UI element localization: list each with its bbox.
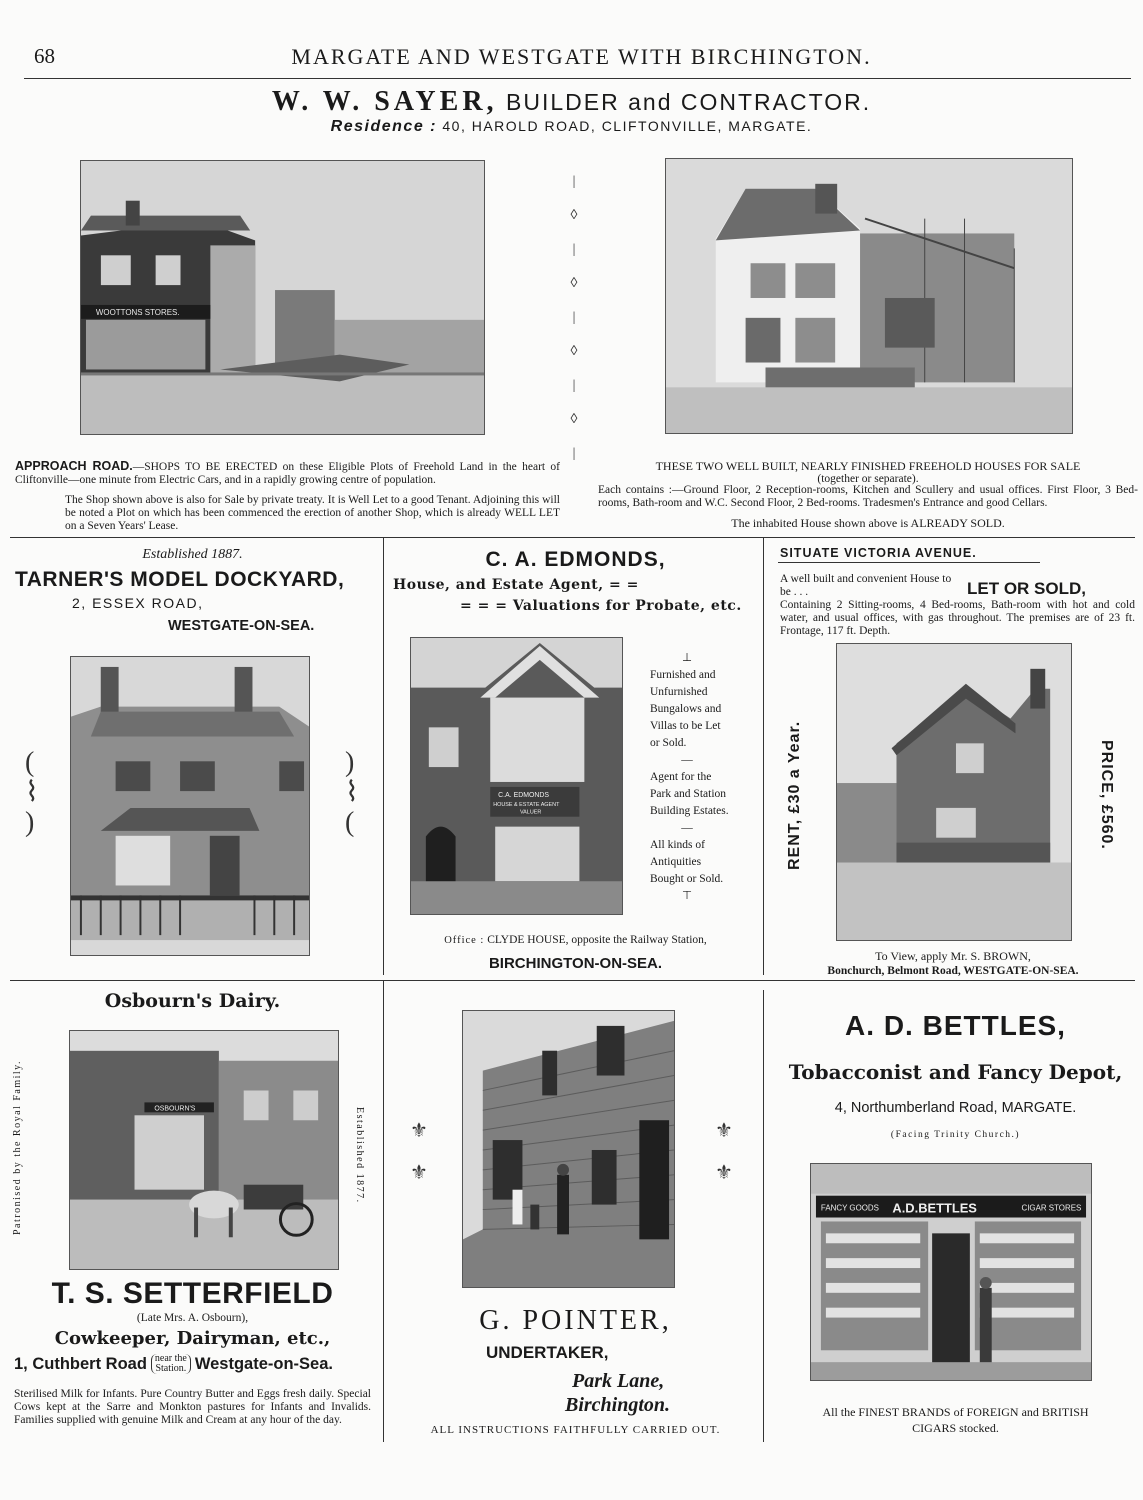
pointer-address-1: Park Lane, [572,1370,665,1392]
victoria-view-2: Bonchurch, Belmont Road, WESTGATE-ON-SEA. [827,965,1079,977]
sayer-shop-sign: WOOTTONS STORES. [95,307,180,317]
edmonds-office-address: CLYDE HOUSE, opposite the Railway Station, [487,934,707,946]
sayer-left-caption [15,460,560,487]
pointer-name: G. POINTER, [479,1305,672,1336]
edmonds-side-dash-2: — [681,822,693,834]
bettles-shop-photo [810,1163,1092,1381]
pointer-house-photo [462,1010,675,1288]
edmonds-side-ornament-top: ⊥ [681,652,693,664]
setterfield-late: (Late Mrs. A. Osbourn), [136,1312,249,1324]
edmonds-name: C. A. EDMONDS, [485,548,666,571]
edmonds-town: BIRCHINGTON-ON-SEA. [488,955,663,972]
tarner-town: WESTGATE-ON-SEA. [168,618,315,634]
sayer-heading [0,86,1143,118]
edmonds-line1: House, and Estate Agent, = = [393,577,639,593]
pointer-left-ornament: ⚜ ⚜ [410,1120,428,1184]
sayer-shops-photo [80,160,485,435]
sayer-trade: BUILDER and CONTRACTOR. [506,89,872,115]
sayer-divider-ornament: | ◊ | ◊ | ◊ | ◊ | [570,174,578,461]
tarner-house-photo [70,656,310,956]
victoria-heading: SITUATE VICTORIA AVENUE. [780,546,977,560]
victoria-details: Containing 2 Sitting-rooms, 4 Bed-rooms, Bath-room with hot and cold water, and usual offices, with gas throughout. The premises are of 23 ft. Frontage, 117 ft. Depth. [780,599,1135,637]
setterfield-shop-sign: OSBOURN'S [154,1105,196,1113]
edmonds-office-label: Office : [444,935,485,946]
column-rule-2 [763,537,764,975]
sayer-residence [0,118,1143,136]
sayer-right-caption-2: (together or separate). [817,473,919,485]
section-rule-2 [10,980,1135,981]
edmonds-side-3: All kinds of Antiquities Bought or Sold. [650,839,724,885]
setterfield-blurb: Sterilised Milk for Infants. Pure Country Butter and Eggs fresh daily. Special Cows kept at the Sarre and Monkton pastures for Infants and Invalids. Families supplied with genuine Milk and Cream at any hour of the day. [14,1388,371,1426]
sayer-right-caption-1: THESE TWO WELL BUILT, NEARLY FINISHED FREEHOLD HOUSES FOR SALE [655,459,1081,473]
setterfield-near-station [151,1354,191,1374]
bettles-sign-left: FANCY GOODS [820,1203,879,1213]
column-rule-1 [383,537,384,975]
pointer-address-2: Birchington. [565,1394,671,1416]
setterfield-dairy: Osbourn's Dairy. [104,990,281,1012]
tarner-right-ornament: ) ⌇ ( [345,747,359,838]
edmonds-side-ornament-bottom: ⊤ [681,890,693,902]
bettles-sign-mid: A.D.BETTLES [892,1200,977,1216]
victoria-view-1: To View, apply Mr. S. BROWN, [875,949,1031,963]
pointer-footer: ALL INSTRUCTIONS FAITHFULLY CARRIED OUT. [430,1424,721,1436]
setterfield-addr-b: Westgate-on-Sea. [194,1354,333,1373]
setterfield-dairy-photo [69,1030,339,1270]
page-title: MARGATE AND WESTGATE WITH BIRCHINGTON. [291,44,872,69]
tarner-left-ornament: ( ⌇ ) [25,747,39,838]
sayer-left-caption-1: —SHOPS TO BE ERECTED on these Eligible Plots of Freehold Land in the heart of Cliftonville—one minute from Electric Cars, and in a rapidly growing centre of population. [15,461,560,486]
victoria-house-photo [836,643,1072,941]
edmonds-office [388,934,763,946]
victoria-heading-rule [778,562,1040,563]
bettles-sign-right: CIGAR STORES [1021,1203,1082,1213]
setterfield-near-2: Station. [155,1363,187,1374]
victoria-price: PRICE, £560. [1098,740,1115,850]
victoria-intro: A well built and convenient House to be . . . [780,573,952,598]
pointer-right-ornament: ⚜ ⚜ [715,1120,733,1184]
tarner-name: TARNER'S MODEL DOCKYARD, [15,568,345,591]
setterfield-near-1: near the [154,1353,187,1364]
bettles-facing: (Facing Trinity Church.) [890,1130,1021,1140]
bettles-trade: Tobacconist and Fancy Depot, [788,1060,1123,1084]
tarner-established: Established 1887. [142,547,243,562]
bettles-footer-2: CIGARS stocked. [912,1421,999,1435]
edmonds-line2: = = = Valuations for Probate, etc. [460,598,742,614]
edmonds-sign-1: C.A. EDMONDS [498,791,550,799]
setterfield-trade: Cowkeeper, Dairyman, etc., [54,1328,331,1349]
setterfield-patronised: Patronised by the Royal Family. [12,1060,23,1236]
tarner-address: 2, ESSEX ROAD, [72,595,204,611]
page-number: 68 [34,44,55,68]
edmonds-office-photo [410,637,623,915]
setterfield-addr-a: 1, Cuthbert Road [14,1354,147,1373]
sayer-name: W. W. SAYER, [271,86,498,117]
victoria-rent: RENT, £30 a Year. [786,720,803,870]
setterfield-name: T. S. SETTERFIELD [51,1277,334,1310]
edmonds-side-1: Furnished and Unfurnished Bungalows and Villas to be Let or Sold. [650,669,722,749]
sayer-right-caption-4: The inhabited House shown above is ALREADY SOLD. [731,516,1005,530]
edmonds-side-dash-1: — [681,754,693,766]
header-rule [24,78,1131,79]
column-rule-4 [763,990,764,1442]
edmonds-sign-3: VALUER [519,809,542,816]
sayer-right-caption-3: Each contains :—Ground Floor, 2 Reception-rooms, Kitchen and Scullery and usual offices. First Floor, 3 Bed-rooms, Bath-room and W.C. Second Floor, 2 Bed-rooms. Tradesmen's Entrance and good Cellars. [598,484,1138,509]
bettles-footer-1: All the FINEST BRANDS of FOREIGN and BRITISH [822,1405,1089,1419]
edmonds-side-text [642,650,732,905]
section-rule-1 [10,537,1135,538]
setterfield-address [14,1354,384,1374]
sayer-residence-address: 40, HAROLD ROAD, CLIFTONVILLE, MARGATE. [442,118,813,134]
sayer-houses-photo [665,158,1073,434]
edmonds-side-2: Agent for the Park and Station Building Estates. [650,771,729,817]
bettles-name: A. D. BETTLES, [845,1010,1066,1041]
edmonds-sign-2: HOUSE & ESTATE AGENT [493,801,560,808]
bettles-address: 4, Northumberland Road, MARGATE. [834,1100,1077,1116]
setterfield-established: Established 1877. [354,1106,365,1204]
sayer-approach-road: APPROACH ROAD. [15,459,133,473]
pointer-trade: UNDERTAKER, [486,1343,609,1362]
sayer-left-caption-2: The Shop shown above is also for Sale by private treaty. It is Well Let to a good Tenant. Adjoining this will be noted a Plot on which has been commenced the erection of another Shop, which is already WELL LET on a Seven Years' Lease. [65,494,560,532]
victoria-let-sold: LET OR SOLD, [967,579,1086,598]
sayer-residence-label: Residence : [330,118,437,135]
